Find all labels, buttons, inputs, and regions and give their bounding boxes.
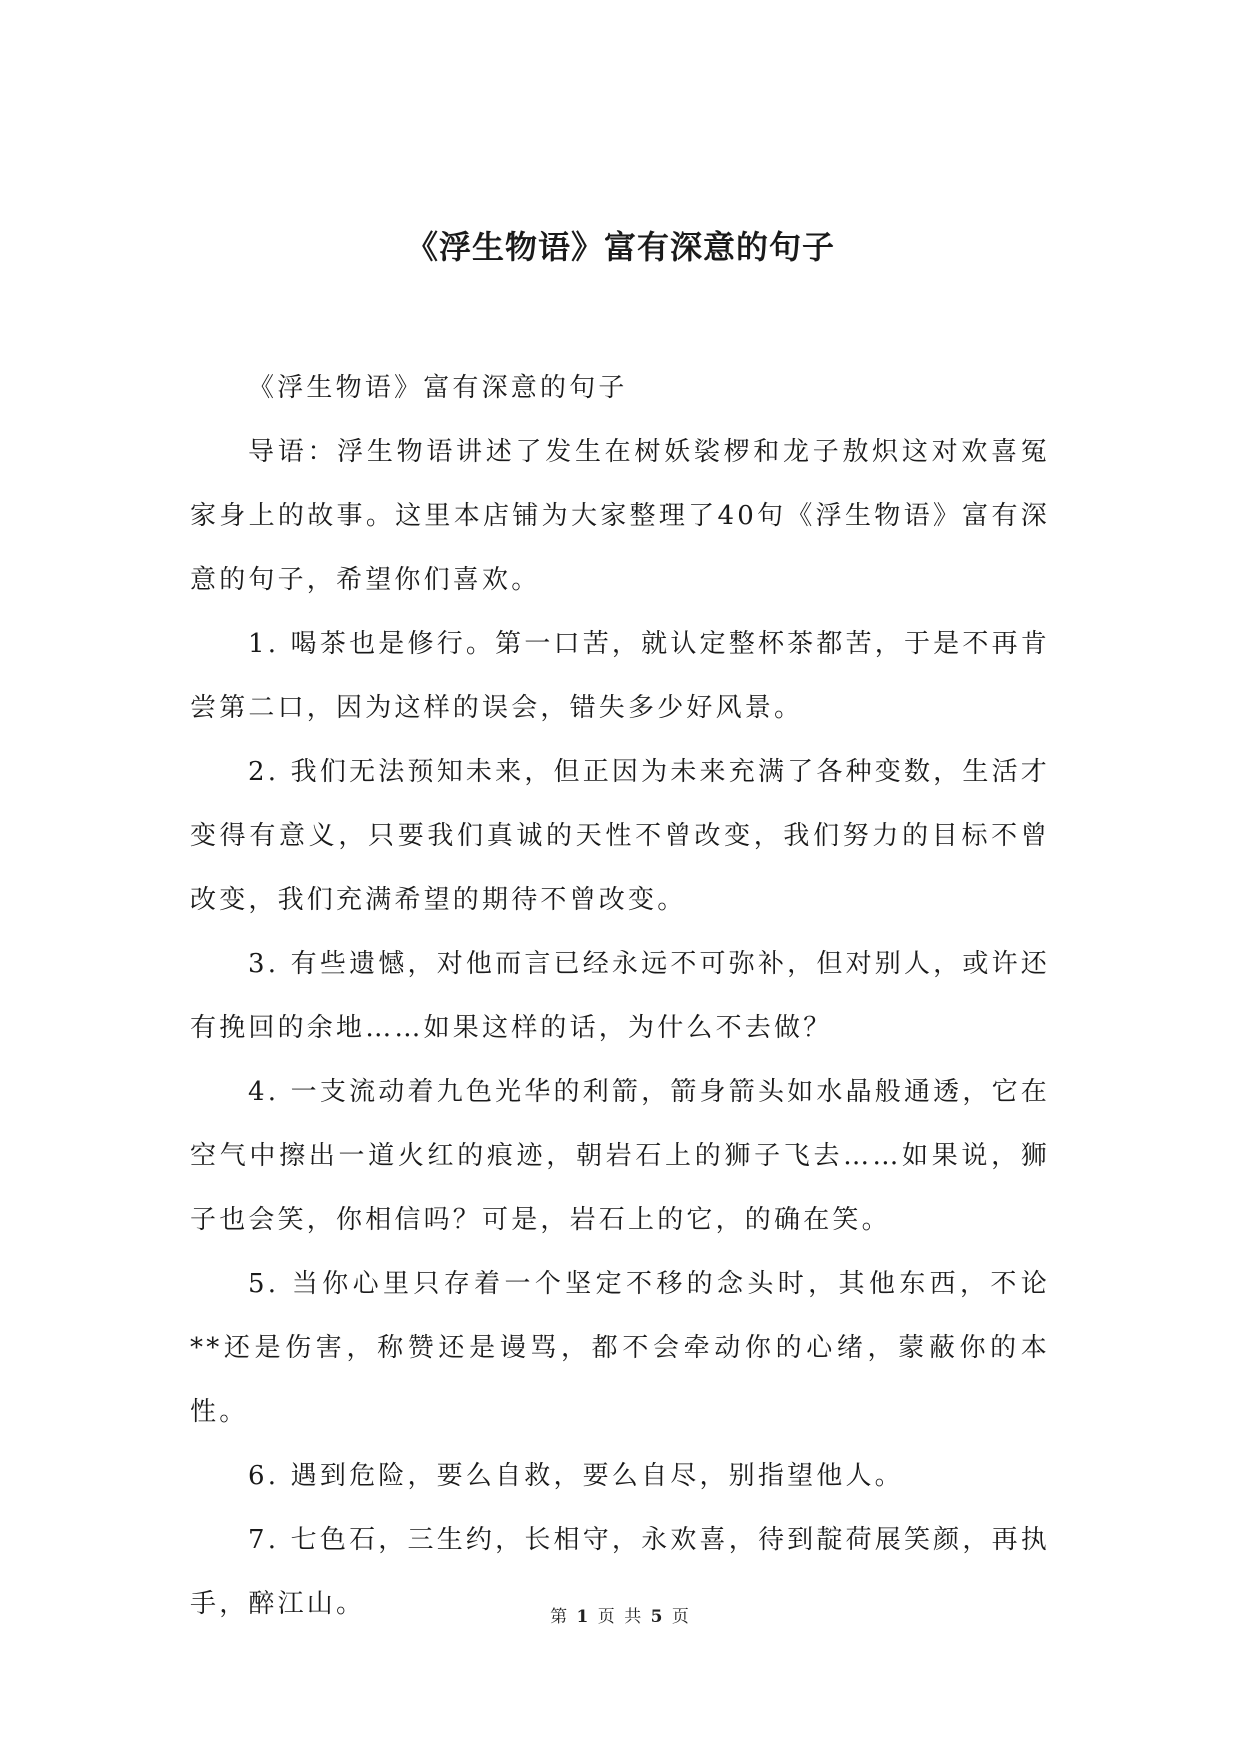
paragraph-quote-6: 6. 遇到危险，要么自救，要么自尽，别指望他人。	[248, 1461, 904, 1491]
document-body	[190, 356, 1050, 1636]
paragraph-quote-3: 3. 有些遗憾，对他而言已经永远不可弥补，但对别人，或许还有挽回的余地……如果这样的话，为什么不去做？	[190, 949, 1050, 1043]
document-title: 《浮生物语》富有深意的句子	[405, 228, 835, 266]
footer-prefix: 第	[550, 1607, 570, 1627]
paragraph-quote-4: 4. 一支流动着九色光华的利箭，箭身箭头如水晶般通透，它在空气中擦出一道火红的痕迹，朝岩石上的狮子飞去……如果说，狮子也会笑，你相信吗？可是，岩石上的它，的确在笑。	[190, 1077, 1050, 1235]
page-footer	[0, 1602, 1241, 1627]
paragraph-intro: 导语：浮生物语讲述了发生在树妖裟椤和龙子敖炽这对欢喜冤家身上的故事。这里本店铺为大家整理了40句《浮生物语》富有深意的句子，希望你们喜欢。	[190, 437, 1050, 595]
footer-middle: 页 共	[597, 1607, 644, 1627]
footer-suffix: 页	[671, 1607, 691, 1627]
footer-page-number: 1	[576, 1607, 591, 1627]
paragraph-quote-5: 5. 当你心里只存着一个坚定不移的念头时，其他东西，不论**还是伤害，称赞还是谩骂，都不会牵动你的心绪，蒙蔽你的本性。	[190, 1269, 1050, 1427]
paragraph-subtitle: 《浮生物语》富有深意的句子	[248, 373, 628, 403]
paragraph-quote-1: 1. 喝茶也是修行。第一口苦，就认定整杯茶都苦，于是不再肯尝第二口，因为这样的误会，错失多少好风景。	[190, 629, 1050, 723]
footer-total-pages: 5	[650, 1607, 665, 1627]
paragraph-quote-7: 7. 七色石，三生约，长相守，永欢喜，待到靛荷展笑颜，再执手，醉江山。	[190, 1525, 1050, 1619]
paragraph-quote-2: 2. 我们无法预知未来，但正因为未来充满了各种变数，生活才变得有意义，只要我们真诚的天性不曾改变，我们努力的目标不曾改变，我们充满希望的期待不曾改变。	[190, 757, 1050, 915]
